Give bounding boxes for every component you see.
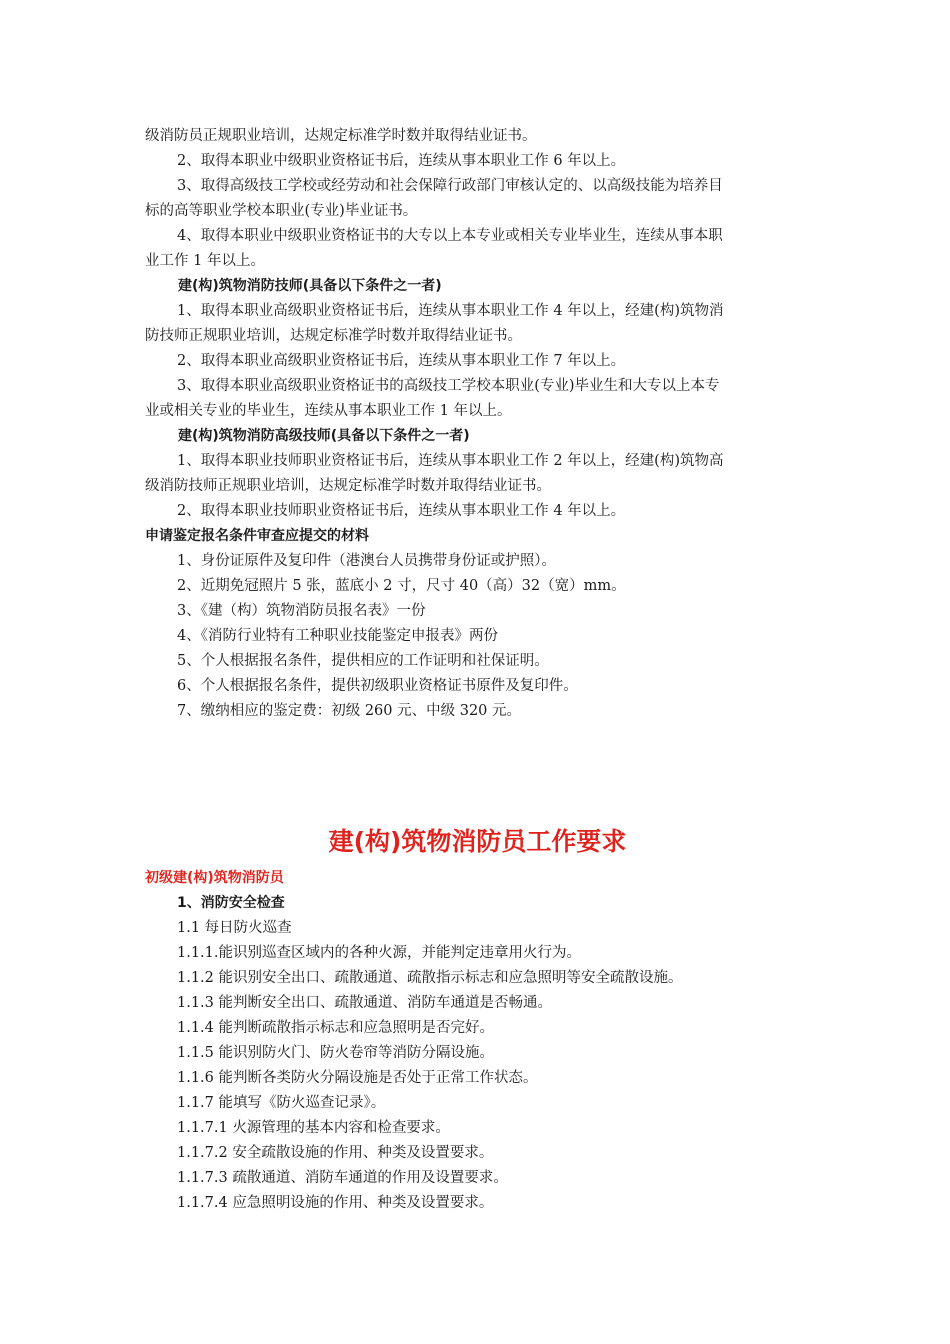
work-requirements-section: [145, 866, 810, 1216]
section-heading: 建(构)筑物消防高级技师(具备以下条件之一者): [178, 428, 470, 444]
text-line: 1、消防安全检查: [177, 895, 285, 911]
document-page: [145, 124, 810, 1216]
text-line: 业或相关专业的毕业生，连续从事本职业工作 1 年以上。: [145, 403, 512, 419]
text-line: 级消防技师正规职业培训，达规定标准学时数并取得结业证书。: [145, 478, 551, 494]
text-line: 1.1.3 能判断安全出口、疏散通道、消防车通道是否畅通。: [177, 995, 553, 1011]
section-spacer: [145, 724, 810, 822]
text-line: 2、取得本职业中级职业资格证书后，连续从事本职业工作 6 年以上。: [177, 153, 626, 169]
section-heading: 申请鉴定报名条件审查应提交的材料: [145, 528, 369, 544]
text-line: 业工作 1 年以上。: [145, 253, 265, 269]
text-line: 6、个人根据报名条件，提供初级职业资格证书原件及复印件。: [177, 678, 578, 694]
text-line: 1.1.7.3 疏散通道、消防车通道的作用及设置要求。: [177, 1170, 508, 1186]
text-line: 2、取得本职业高级职业资格证书后，连续从事本职业工作 7 年以上。: [177, 353, 626, 369]
text-line: 2、取得本职业技师职业资格证书后，连续从事本职业工作 4 年以上。: [177, 503, 626, 519]
text-line: 3、取得本职业高级职业资格证书的高级技工学校本职业(专业)毕业生和大专以上本专: [177, 378, 720, 394]
text-line: 1.1.1.能识别巡查区域内的各种火源，并能判定违章用火行为。: [177, 945, 582, 961]
text-line: 5、个人根据报名条件，提供相应的工作证明和社保证明。: [177, 653, 549, 669]
text-line: 1.1.7.1 火源管理的基本内容和检查要求。: [177, 1120, 450, 1136]
text-line: 防技师正规职业培训，达规定标准学时数并取得结业证书。: [145, 328, 522, 344]
eligibility-section: [145, 124, 810, 724]
text-line: 级消防员正规职业培训，达规定标准学时数并取得结业证书。: [145, 128, 537, 144]
text-line: 4、取得本职业中级职业资格证书的大专以上本专业或相关专业毕业生，连续从事本职: [177, 228, 723, 244]
text-line: 1.1.7.2 安全疏散设施的作用、种类及设置要求。: [177, 1145, 494, 1161]
text-line: 1.1.6 能判断各类防火分隔设施是否处于正常工作状态。: [177, 1070, 538, 1086]
text-line: 3、取得高级技工学校或经劳动和社会保障行政部门审核认定的、以高级技能为培养目: [177, 178, 723, 194]
text-line: 7、缴纳相应的鉴定费：初级 260 元、中级 320 元。: [177, 703, 522, 719]
text-line: 3、《建（构）筑物消防员报名表》一份: [177, 603, 426, 619]
section-title: 建(构)筑物消防员工作要求: [328, 827, 627, 856]
section-heading: 初级建(构)筑物消防员: [145, 870, 284, 886]
text-line: 1.1.7.4 应急照明设施的作用、种类及设置要求。: [177, 1195, 494, 1211]
text-line: 1.1 每日防火巡查: [177, 920, 292, 936]
text-line: 1.1.7 能填写《防火巡查记录》。: [177, 1095, 386, 1111]
text-line: 1.1.2 能识别安全出口、疏散通道、疏散指示标志和应急照明等安全疏散设施。: [177, 970, 683, 986]
text-line: 2、近期免冠照片 5 张，蓝底小 2 寸，尺寸 40（高）32（宽）mm。: [177, 578, 626, 594]
text-line: 1、取得本职业技师职业资格证书后，连续从事本职业工作 2 年以上，经建(构)筑物高: [177, 453, 724, 469]
text-line: 1.1.4 能判断疏散指示标志和应急照明是否完好。: [177, 1020, 495, 1036]
text-line: 标的高等职业学校本职业(专业)毕业证书。: [145, 203, 418, 219]
text-line: 1、取得本职业高级职业资格证书后，连续从事本职业工作 4 年以上，经建(构)筑物消: [177, 303, 724, 319]
text-line: 1.1.5 能识别防火门、防火卷帘等消防分隔设施。: [177, 1045, 495, 1061]
text-line: 4、《消防行业特有工种职业技能鉴定申报表》两份: [177, 628, 498, 644]
text-line: 1、身份证原件及复印件（港澳台人员携带身份证或护照）。: [177, 553, 556, 569]
section-heading: 建(构)筑物消防技师(具备以下条件之一者): [178, 278, 442, 294]
